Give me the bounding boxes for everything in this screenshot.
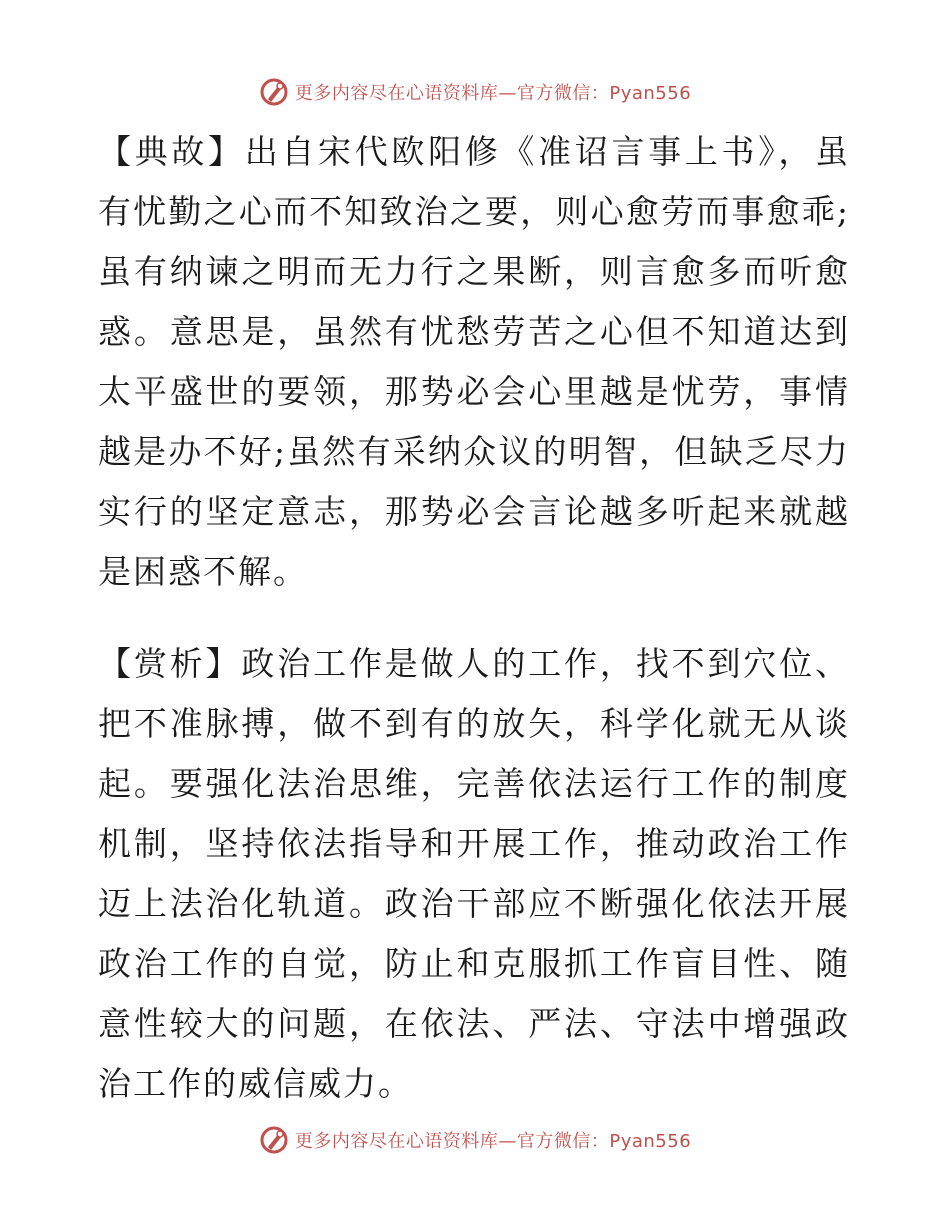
header-watermark bbox=[0, 72, 950, 112]
watermark-text: 更多内容尽在心语资料库—官方微信：Pyan556 bbox=[294, 83, 692, 104]
pen-logo-icon bbox=[259, 77, 289, 107]
paragraph-allusion: 【典故】出自宋代欧阳修《准诏言事上书》，虽有忧勤之心而不知致治之要，则心愈劳而事愈乖;虽有纳谏之明而无力行之果断，则言愈多而听愈惑。意思是，虽然有忧愁劳苦之心但不知道达到太平盛世的要领，那势必会心里越是忧劳，事情越是办不好;虽然有采纳众议的明智，但缺乏尽力实行的坚定意志，那势必会言论越多听起来就越是困惑不解。 bbox=[98, 132, 850, 591]
footer-watermark bbox=[0, 1120, 950, 1160]
watermark-text: 更多内容尽在心语资料库—官方微信：Pyan556 bbox=[294, 1131, 692, 1152]
paragraph-analysis: 【赏析】政治工作是做人的工作，找不到穴位、把不准脉搏，做不到有的放矢，科学化就无从谈起。要强化法治思维，完善依法运行工作的制度机制，坚持依法指导和开展工作，推动政治工作迈上法治化轨道。政治干部应不断强化依法开展政治工作的自觉，防止和克服抓工作盲目性、随意性较大的问题，在依法、严法、守法中增强政治工作的威信威力。 bbox=[98, 644, 850, 1103]
pen-logo-icon bbox=[259, 1125, 289, 1155]
document-body bbox=[98, 122, 850, 1114]
